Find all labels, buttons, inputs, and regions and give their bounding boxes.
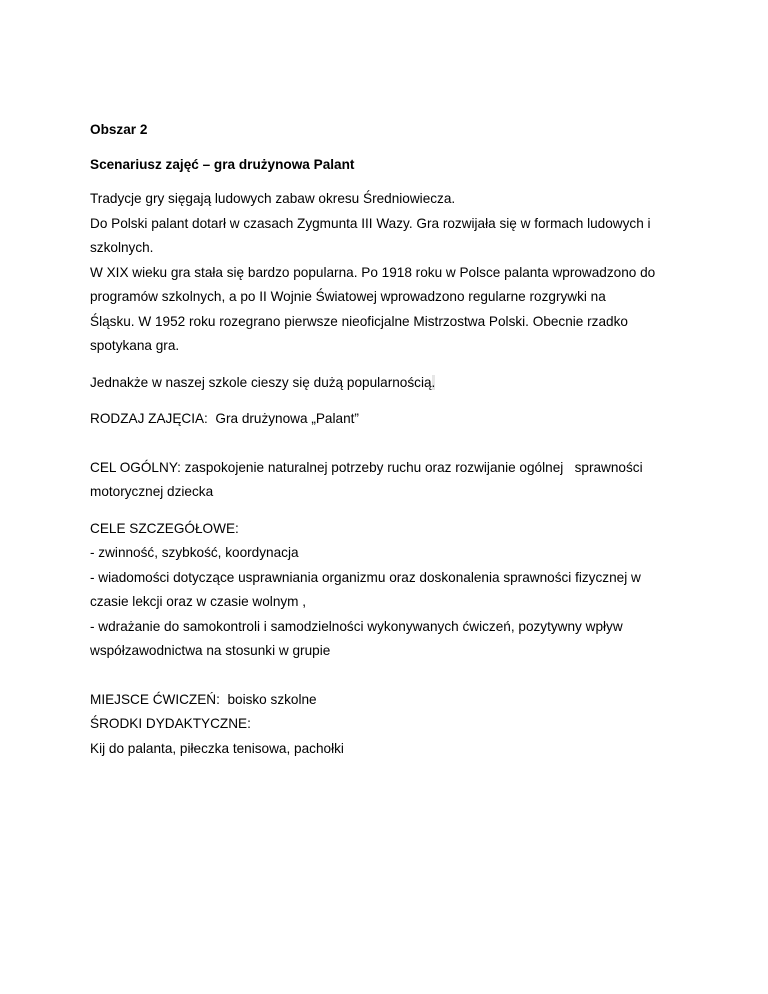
intro-line: Śląsku. W 1952 roku rozegrano pierwsze nieoficjalne Mistrzostwa Polski. Obecnie rzadko [90,313,628,329]
intro-paragraph [90,187,690,359]
intro-line: programów szkolnych, a po II Wojnie Światowej wprowadzono regularne rozgrywki na [90,289,606,304]
specific-goal-item: - wiadomości dotyczące usprawniania organizmu oraz doskonalenia sprawności fizycznej w [90,569,641,585]
lesson-title: Scenariusz zajęć – gra drużynowa Palant [90,156,355,172]
intro-line: Do Polski palant dotarł w czasach Zygmunta III Wazy. Gra rozwijała się w formach ludowych i [90,215,651,231]
didactic-means-value: Kij do palanta, piłeczka tenisowa, pachołki [90,740,344,756]
general-goal-line: motorycznej dziecka [90,484,214,499]
section-heading: Obszar 2 [90,122,148,137]
lesson-type: RODZAJ ZAJĘCIA: Gra drużynowa „Palant” [90,411,359,426]
specific-goals [90,517,690,664]
specific-goal-item: czasie lekcji oraz w czasie wolnym , [90,594,307,609]
general-goal [90,456,690,505]
specific-goals-title: CELE SZCZEGÓŁOWE: [90,520,239,536]
intro-line: spotykana gra. [90,338,180,353]
general-goal-line: CEL OGÓLNY: zaspokojenie naturalnej potrzeby ruchu oraz rozwijanie ogólnej sprawności [90,459,643,475]
intro-line: W XIX wieku gra stała się bardzo popularna. Po 1918 roku w Polsce palanta wprowadzono do [90,264,656,280]
didactic-means-title: ŚRODKI DYDAKTYCZNE: [90,716,251,731]
popularity-period: . [431,374,436,390]
document-page [90,118,690,761]
specific-goal-item: współzawodnictwa na stosunki w grupie [90,643,331,658]
exercise-place: MIEJSCE ĆWICZEŃ: boisko szkolne [90,691,317,707]
popularity-text: Jednakże w naszej szkole cieszy się dużą popularnością [90,374,432,390]
popularity-sentence [90,371,690,396]
specific-goal-item: - zwinność, szybkość, koordynacja [90,545,299,560]
specific-goal-item: - wdrażanie do samokontroli i samodzielności wykonywanych ćwiczeń, pozytywny wpływ [90,618,623,634]
intro-line: szkolnych. [90,240,154,255]
intro-line: Tradycje gry sięgają ludowych zabaw okresu Średniowiecza. [90,191,456,206]
